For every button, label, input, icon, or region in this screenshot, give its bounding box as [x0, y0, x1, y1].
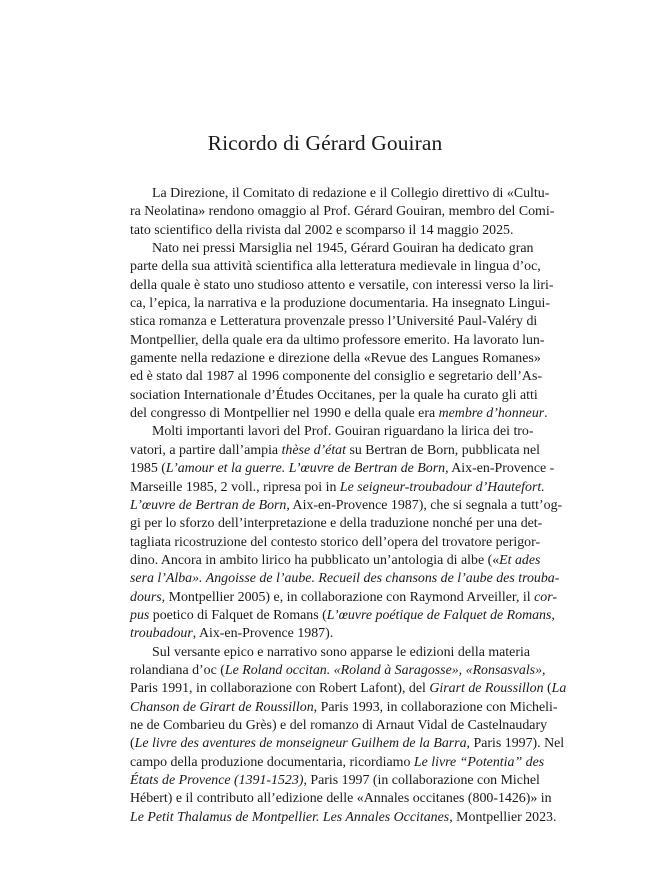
italic-text: sera l’Alba». Angoisse de l’aube. Recueil des chansons de l’aube des trouba-: [130, 571, 560, 587]
italic-text: pus: [130, 607, 150, 623]
text-run: ,: [542, 662, 546, 678]
text-run: dino. Ancora in ambito lirico ha pubblicato un’antologia di albe («: [130, 552, 500, 568]
text-run: , Paris 1997 (in collaborazione con Michel: [303, 773, 540, 788]
text-run: , Paris 1993, in collaborazione con Micheli-: [313, 699, 558, 715]
text-line: [130, 479, 545, 497]
italic-text: L’œuvre poétique de Falquet de Romans,: [326, 607, 555, 623]
text-line: [130, 699, 558, 717]
text-line: [130, 809, 557, 827]
text-run: , Montpellier 2005) e, in collaborazione con Raymond Arveiller, il: [161, 589, 535, 605]
text-run: ca, l’epica, la narrativa e la produzione documentaria. Ha insegnato Lingui-: [130, 296, 551, 312]
italic-text: Girart de Roussillon: [429, 681, 544, 697]
text-line: [130, 552, 541, 570]
text-line: [130, 589, 557, 607]
text-line: [130, 607, 555, 625]
text-run: , Aix-en-Provence -: [445, 461, 555, 477]
text-run: Nato nei pressi Marsiglia nel 1945, Gérard Gouiran ha dedicato gran: [152, 241, 534, 257]
italic-text: États de Provence (1391-1523): [130, 773, 304, 788]
text-line: [130, 460, 555, 478]
text-run: vatori, a partire dall’ampia: [130, 442, 282, 458]
text-line: [130, 644, 530, 662]
text-line: [130, 185, 550, 203]
text-run: rolandiana d’oc (: [130, 662, 225, 678]
text-run: Montpellier, della quale era da ultimo professore emerito. Ha lavorato lun-: [130, 332, 545, 348]
article-body: [130, 185, 567, 827]
text-run: (: [543, 681, 552, 697]
text-line: [130, 772, 540, 790]
text-run: ed è stato dal 1987 al 1996 componente del consiglio e segretario dell’As-: [130, 369, 542, 385]
text-line: [130, 277, 554, 295]
text-line: [130, 625, 522, 643]
italic-text: Le seigneur-troubadour d’Hautefort.: [339, 479, 545, 495]
text-run: , Montpellier 2023.: [449, 809, 557, 825]
text-run: del congresso di Montpellier nel 1990 e della quale era: [130, 406, 439, 422]
text-run: , Paris 1997). Nel: [466, 736, 565, 752]
italic-text: L’œuvre de Bertran de Born: [130, 497, 287, 513]
italic-text: troubadour: [130, 626, 193, 642]
text-run: ne de Combarieu du Grès) e del romanzo di Arnaut Vidal de Castelnaudary: [130, 717, 548, 733]
text-run: , Aix-en-Provence 1987).: [192, 626, 334, 642]
text-run: Molti importanti lavori del Prof. Gouiran riguardano la lirica dei tro-: [152, 424, 534, 440]
text-line: [130, 350, 541, 368]
text-line: [130, 717, 548, 735]
text-line: [130, 295, 551, 313]
text-run: Hébert) e il contributo all’edizione delle «Annales occitanes (800-1426)» in: [130, 791, 552, 807]
paragraph: [130, 185, 555, 240]
text-run: campo della produzione documentaria, ricordiamo: [130, 754, 414, 770]
text-line: [130, 754, 545, 772]
text-line: [130, 258, 541, 276]
italic-text: Et ades: [499, 552, 541, 568]
text-line: [130, 570, 560, 588]
text-line: [130, 405, 548, 423]
text-line: [130, 368, 542, 386]
text-run: (: [130, 736, 135, 752]
text-line: [130, 442, 541, 460]
text-run: parte della sua attività scientifica alla letteratura medievale in lingua d’oc,: [130, 259, 541, 275]
text-run: gi per lo sforzo dell’interpretazione e della traduzione nonché per una det-: [130, 516, 543, 532]
text-line: [130, 203, 555, 221]
text-run: Marseille 1985, 2 voll., ripresa poi in: [130, 479, 340, 495]
text-run: tagliata ricostruzione del contesto storico dell’opera del trovatore perigor-: [130, 534, 541, 550]
italic-text: dours: [130, 589, 162, 605]
text-line: [130, 790, 552, 808]
article-title: Ricordo di Gérard Gouiran: [207, 131, 443, 155]
text-run: .: [544, 406, 548, 422]
text-run: stica romanza e Letteratura provenzale presso l’Université Paul-Valéry di: [130, 314, 538, 330]
italic-text: Chanson de Girart de Roussillon: [130, 699, 314, 715]
text-run: Sul versante epico e narrativo sono apparse le edizioni della materia: [152, 644, 530, 660]
italic-text: Le livre des aventures de monseigneur Guilhem de la Barra: [134, 736, 467, 752]
text-run: della quale è stato uno studioso attento e versatile, con interessi verso la liri-: [130, 277, 554, 293]
text-line: [130, 423, 534, 441]
text-line: [130, 332, 545, 350]
text-line: [130, 680, 567, 698]
text-run: poetico di Falquet de Romans (: [149, 607, 327, 623]
text-line: [130, 387, 538, 405]
text-run: tato scientifico della rivista dal 2002 e scomparso il 14 maggio 2025.: [130, 222, 514, 238]
text-line: [130, 735, 565, 753]
text-line: [130, 515, 543, 533]
text-line: [130, 240, 534, 258]
paragraph: [130, 240, 554, 423]
text-run: Paris 1991, in collaborazione con Robert Lafont), del: [130, 681, 430, 697]
text-line: [130, 534, 541, 552]
text-line: [130, 662, 546, 680]
text-run: su Bertran de Born, pubblicata nel: [346, 442, 541, 458]
italic-text: thèse d’état: [281, 442, 346, 458]
text-run: gamente nella redazione e direzione della «Revue des Langues Romanes»: [130, 351, 541, 367]
italic-text: La: [551, 681, 567, 697]
italic-text: Le Petit Thalamus de Montpellier. Les Annales Occitanes: [130, 809, 450, 825]
italic-text: cor-: [534, 589, 557, 605]
paragraph: [130, 644, 567, 827]
text-line: [130, 313, 538, 331]
text-run: , Aix-en-Provence 1987), che si segnala a tutt’og-: [286, 497, 563, 513]
text-run: La Direzione, il Comitato di redazione e il Collegio direttivo di «Cultu-: [152, 186, 550, 201]
italic-text: Le livre “Potentia” des: [413, 754, 545, 770]
text-line: [130, 222, 522, 240]
italic-text: Le Roland occitan. «Roland à Saragosse», «Ronsasvals»: [224, 662, 543, 678]
paragraph: [130, 423, 563, 643]
text-line: [130, 497, 563, 515]
text-run: 1985 (: [130, 461, 166, 477]
italic-text: L’amour et la guerre. L’œuvre de Bertran de Born: [165, 461, 446, 477]
italic-text: membre d’honneur: [438, 406, 545, 422]
text-run: ra Neolatina» rendono omaggio al Prof. Gérard Gouiran, membro del Comi-: [130, 204, 555, 220]
text-run: sociation Internationale d’Études Occitanes, per la quale ha curato gli atti: [130, 387, 538, 403]
